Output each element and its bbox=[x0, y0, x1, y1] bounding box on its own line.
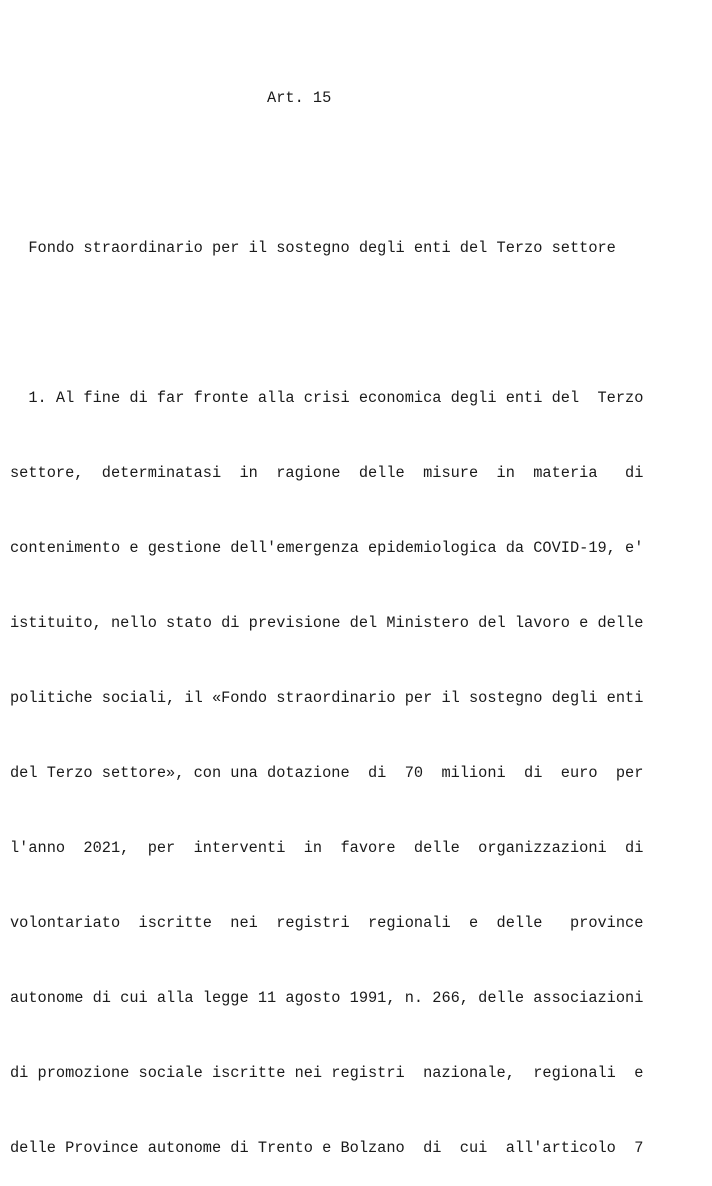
paragraph-line: autonome di cui alla legge 11 agosto 1991, n. 266, delle associazioni bbox=[10, 989, 644, 1007]
blank-line bbox=[10, 311, 643, 336]
paragraph-line: volontariato iscritte nei registri regionali e delle province bbox=[10, 914, 644, 932]
paragraph-line: l'anno 2021, per interventi in favore delle organizzazioni di bbox=[10, 839, 644, 857]
paragraph-line: politiche sociali, il «Fondo straordinario per il sostegno degli enti bbox=[10, 689, 644, 707]
blank-line bbox=[10, 161, 643, 186]
paragraph-line: istituito, nello stato di previsione del Ministero del lavoro e delle bbox=[10, 614, 644, 632]
paragraph-line: 1. Al fine di far fronte alla crisi economica degli enti del Terzo bbox=[10, 389, 644, 407]
paragraph-line: delle Province autonome di Trento e Bolzano di cui all'articolo 7 bbox=[10, 1139, 644, 1157]
document-body bbox=[10, 36, 643, 1186]
paragraph-line: settore, determinatasi in ragione delle misure in materia di bbox=[10, 464, 644, 482]
paragraph-line: del Terzo settore», con una dotazione di 70 milioni di euro per bbox=[10, 764, 644, 782]
article-title: Fondo straordinario per il sostegno degli enti del Terzo settore bbox=[28, 239, 616, 257]
paragraph-line: di promozione sociale iscritte nei registri nazionale, regionali e bbox=[10, 1064, 644, 1082]
article-number: Art. 15 bbox=[267, 89, 332, 107]
paragraph-line: contenimento e gestione dell'emergenza epidemiologica da COVID-19, e' bbox=[10, 539, 644, 557]
